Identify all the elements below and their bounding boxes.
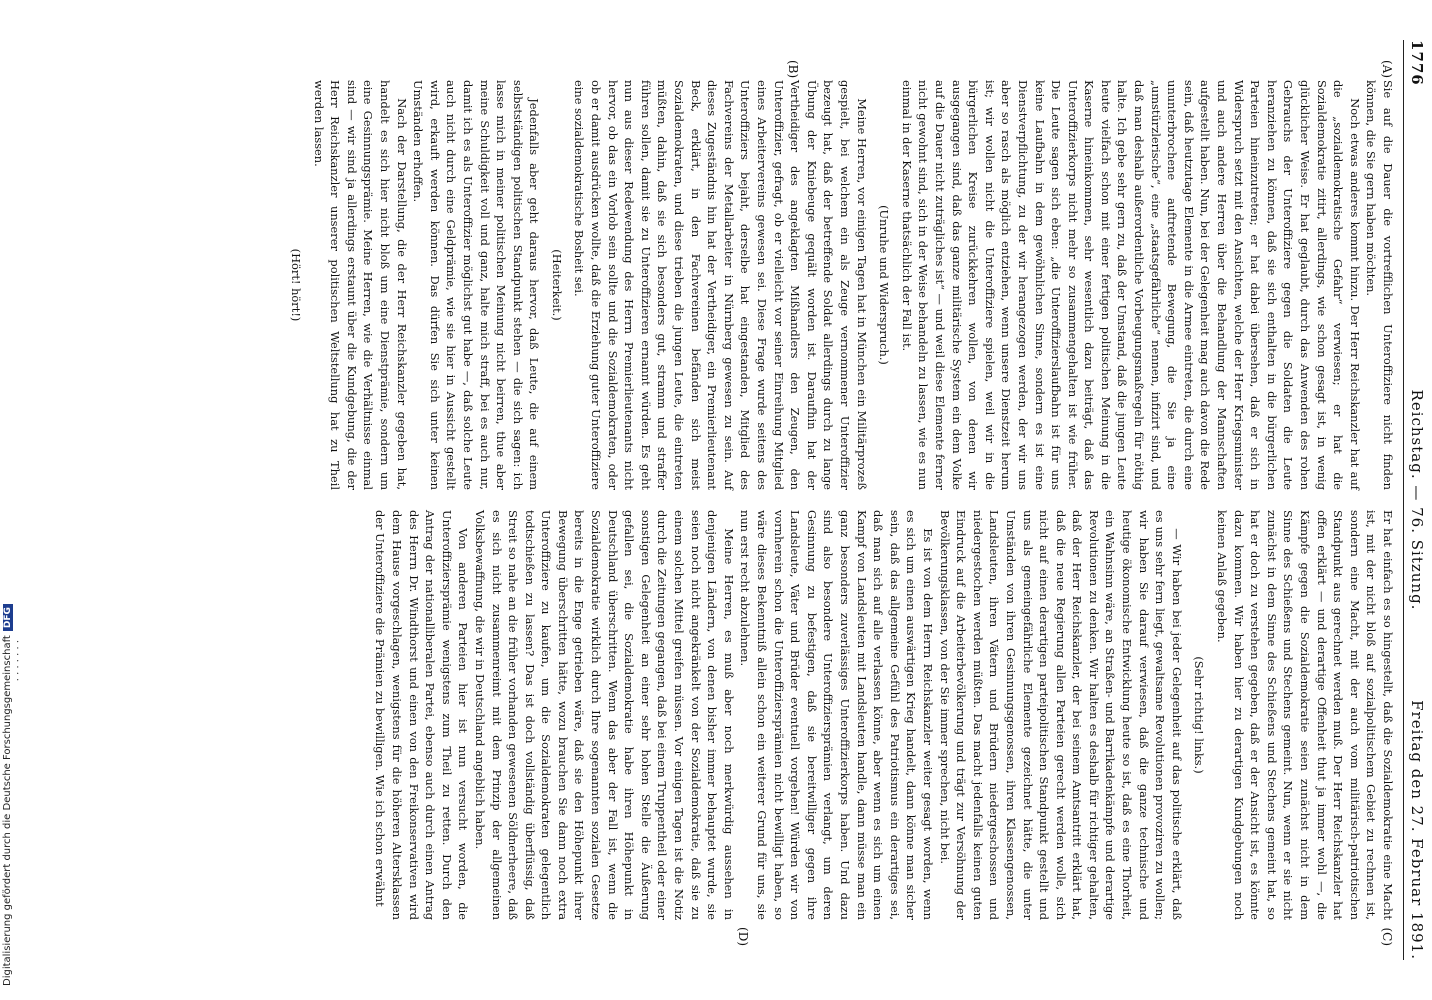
- credit-text: Digitalisierung gefördert durch die Deutsche Forschungsgemeinschaft: [2, 635, 13, 986]
- footer-mark: · · · · · · ·: [11, 640, 22, 682]
- paragraph: — Wir haben bei jeder Gelegenheit auf das politische erklärt, daß es uns sehr fern liegt, gewaltsame Revolutionen provoziren zu wollen; wir haben Sie darauf verwiesen, daß die ganze technische und heutige ökonomische Entwicklung heute so ist, daß es eine Thorheit, ein Wahnsinn wäre, an Straßen- und Barrikadenkämpfe und derartige Revolutionen zu denken. Wir halten es deshalb für richtiger gehalten, daß der Herr Reichskanzler, der bei seinem Amtsantritt erklärt hat, daß die neue Regierung allen Parteien gerecht werden wolle, sich nicht auf einen derartigen parteipolitischen Standpunkt gestellt und uns als gemeingefährliche Elemente gezeichnet hätte, die unter Umständen von ihren Gesinnungsgenossen, ihren Klassengenossen, Landsleuten, ihren Vätern und Brüdern niedergeschossen und niedergestochen werden müßten. Das macht jedenfalls keinen guten Eindruck auf die Arbeiterbevölkerung und trägt zur Versöhnung der Bevölkerungsklassen, von der Sie immer sprechen, nicht bei.: [937, 510, 1184, 920]
- paragraph: Nach der Darstellung, die der Herr Reichskanzler gegeben hat, handelt es sich hier nicht bloß um eine Dienstprämie, sondern um eine Gesinnungsprämie. Meine Herren, wie die Verhältnisse einmal sind — wir sind ja allerdings erstaunt über die Kundgebung, die der Herr Reichskanzler unserer politischen Weltstellung hat zu Theil werden lassen.: [311, 80, 409, 490]
- header-date: Freitag den 27. Februar 1891.: [1408, 700, 1426, 960]
- margin-marker-b: (B): [786, 60, 800, 79]
- interjection: (Unruhe und Widerspruch.): [877, 205, 892, 365]
- margin-marker-d: (D): [736, 927, 750, 946]
- interjection: (Sehr richtig! links.): [1192, 656, 1207, 774]
- dfg-logo: DFG: [3, 604, 13, 631]
- paragraph: Jedenfalls aber geht daraus hervor, daß Leute, die auf einem selbstständigen politischen Standpunkt stehen — die sich sagen: ich lasse mich in meiner politischen Meinung nicht beirren, thue aber meine Schuldigkeit voll und ganz, halte mich straff, bei es auch nur, damit ich es als Unteroffizier möglichst gut habe —, daß solche Leute auch nicht durch eine Geldprämie, wie sie hier in Aussicht gestellt wird, erkauft werden können. Das dürfen Sie sich unter keinen Umständen erhoffen.: [411, 80, 542, 490]
- paragraph: Meine Herren, vor einigen Tagen hat in München ein Militärprozeß gespielt, bei welchem ein als Zeuge vernommener Unteroffizier bezeugt hat, daß der betreffende Soldat allerdings durch zu lange Übung der Kniebeuge gequält worden ist. Daraufhin hat der Vertheidiger des angeklagten Mißhandlers den Zeugen, den Unteroffizier, gefragt, ob er vielleicht vor seiner Einreihung Mitglied eines Arbeitervereins gewesen sei. Diese Frage wurde seitens des Unteroffiziers bejaht, derselbe hat eingestanden, Mitglied des Fachvereins der Metallarbeiter in Nürnberg gewesen zu sein. Auf dieses Zugeständnis hin hat der Vertheidiger, ein Premierlieutenant Beck, erklärt, in den Fachvereinen befänden sich meist Sozialdemokraten, und diese trieben die jungen Leute, die eintreten müßten, dahin, daß sie sich besonders gut, stramm und straffer führen sollen, damit sie zu Unteroffizieren ernannt würden. Es geht nun aus dieser Redewendung des Herrn Premierlieutenants nicht hervor, ob das ein Vorlob sein sollte und die Sozialdemokraten, oder ob er damit ausdrücken wollte, daß die Erziehung guter Unteroffiziere eine sozialdemokratische Bosheit sei.: [572, 80, 869, 490]
- paragraph: Es ist von dem Herrn Reichskanzler weiter gesagt worden, wenn es sich um einen auswärtigen Krieg handelt, dann könne man sicher sein, daß das allgemeine Gefühl des Patriotismus ein derartiges sei, daß man sich auf alle verlassen könne, aber wenn es sich um einen Kampf von Landsleuten mit Landsleuten handle, dann müsse man ein ganz besonders zuverlässiges Unteroffizierkorps haben. Und dazu sind also besondere Unteroffiziersprämien verlangt, um deren Gesinnung zu befestigen, daß sie bereitwilliger gegen ihre Landsleute, Väter und Brüder eventuell vorgehen! Würden wir von vornherein schon die Unteroffiziersprämien nicht bewilligt haben, so wäre dieses Bekenntniß allein schon ein weiterer Grund für uns, sie nun erst recht abzulehnen.: [738, 510, 935, 920]
- left-column: [281, 80, 1396, 490]
- credit-strip: [0, 0, 16, 1000]
- right-column: [372, 510, 1396, 920]
- paragraph: Meine Herren, es muß aber noch merkwürdig aussehen in denjenigen Ländern, von denen bisher immer behauptet wurde, sie seien noch nicht angekränkelt von der Sozialdemokratie, daß sie zu einem solchen Mittel greifen müssen. Vor einigen Tagen ist die Notiz durch die Zeitungen gegangen, daß bei einem Truppentheil oder einer sonstigen Gelegenheit an einer sehr hohen Stelle die Äußerung gefallen sei, die Sozialdemokratie habe ihren Höhepunkt in Deutschland überschritten. Wenn das aber der Fall ist, wenn die Sozialdemokratie wirklich durch Ihre sogenannten sozialen Gesetze bereits in die Enge getrieben wäre, daß sie den Höhepunkt ihrer Bewegung überschritten hätte, wozu brauchen Sie dann noch extra Unteroffiziere zu kaufen, um die Sozialdemokraten gelegentlich todtschießen zu lassen? Das ist doch vollständig überflüssig, daß Streit so nahe an die früher vorhanden gewesenen Söldnerheere, daß es sich nicht zusammenreimt mit dem Prinzip der allgemeinen Volksbewaffnung, die wir in Deutschland angeblich haben.: [472, 510, 736, 920]
- interjection: (Heiterkeit.): [549, 249, 564, 321]
- interjection: (Hört! hört!): [289, 248, 303, 322]
- paragraph: Noch etwas anderes kommt hinzu. Der Herr Reichskanzler hat auf die „sozialdemokratische Gefahr“ verwiesen; er hat die Sozialdemokratie zitirt, allerdings, wie schon gesagt ist, in wenig glücklicher Weise. Er hat geglaubt, durch das Anwenden des rohen Gebrauchs der Unteroffiziere gegen die Soldaten die Leute heranziehen zu können, daß sie sich enthalten in die bürgerlichen Parteien hineinzutreten; er hat dabei übersehen, daß er sich in Widerspruch setzt mit den Ansichten, welche der Herr Kriegsminister und auch andere Herren über die Behandlung der Mannschaften aufgestellt haben. Nun, bei der Gelegenheit mag auch davon die Rede sein, daß heutzutage Elemente in die Armee eintreten, die durch eine ununterbrochene auftretende Bewegung, die Sie ja eine „umstürzlerische“, eine „staatsgefährliche“ nennen, infizirt sind, und daß man deshalb außerordentliche Vorbeugungsmaßregeln für nöthig halte. Ich gebe sehr gern zu, daß der Umstand, daß die jungen Leute heute vielfach schon mit einer fertigen politischen Meinung in die Kaserne hineinkommen, sehr wesentlich dazu beiträgt, daß das Unteroffizierkorps nicht mehr so zusammengehalten ist wie früher. Die Leute sagen sich eben: „die Unteroffizierslaufbahn ist für uns keine Laufbahn in dem gewöhnlichen Sinne, sondern es ist eine Dienstverpflichtung, zu der wir herangezogen werden, der wir uns aber so rasch als möglich entziehen, wenn unsere Dienstzeit herum ist; wir wollen nicht die Unteroffiziere spielen, weil wir in die bürgerlichen Kreise zurückkehren wollen, von denen wir ausgegangen sind, daß das ganze militärische System ein dem Volke auf die Dauer nicht zuträgliches ist“ — und weil diese Elemente ferner nicht gewohnt sind, sich in der Weise behandeln zu lassen, wie es nun einmal in der Kaserne thatsächlich der Fall ist.: [899, 80, 1362, 490]
- header-title: Reichstag. — 76. Sitzung.: [1408, 389, 1426, 611]
- digitization-credit: [2, 604, 13, 986]
- paragraph: Er hat einfach es so hingestellt, daß die Sozialdemokratie eine Macht ist, mit der nicht bloß auf sozialpolitischem Gebiet zu rechnen ist, sondern eine Macht, mit der auch vom militärisch-patriotischen Standpunkt aus gerechnet werden muß. Der Herr Reichskanzler hat offen erklärt — und derartige Offenheit thut ja immer wohl —, die Kämpfe gegen die Sozialdemokratie seien zunächst nicht in dem Sinne des Schießens und Stechens gemeint. Nun, wenn er sie nicht zunächst in dem Sinne des Schießens und Stechens gemeint hat, so hat er doch zu verstehen gegeben, daß er der Ansicht ist, es könnte dazu kommen. Wir haben hier zu derartigen Kundgebungen noch keinen Anlaß gegeben.: [1215, 510, 1395, 920]
- paragraph: Von anderen Parteien hier ist nun versucht worden, die Unteroffiziersprämie wenigstens zum Theil zu retten. Durch den Antrag der nationalliberalen Partei, ebenso auch durch einen Antrag des Herrn Dr. Windthorst und einen von den Freikonservativen wird dem Hause vorgeschlagen, wenigstens für die höheren Altersklassen der Unteroffiziere die Prämien zu bewilligen. Wie ich schon erwähnt: [373, 510, 471, 920]
- margin-marker-c: (C): [1380, 927, 1394, 946]
- page-number: 1776: [1408, 40, 1426, 86]
- margin-marker-a: (A): [1380, 60, 1394, 79]
- running-header: [1403, 40, 1428, 960]
- paragraph: Sie auf die Dauer die vortrefflichen Unteroffiziere nicht finden können, die Sie gern haben möchten.: [1364, 80, 1395, 490]
